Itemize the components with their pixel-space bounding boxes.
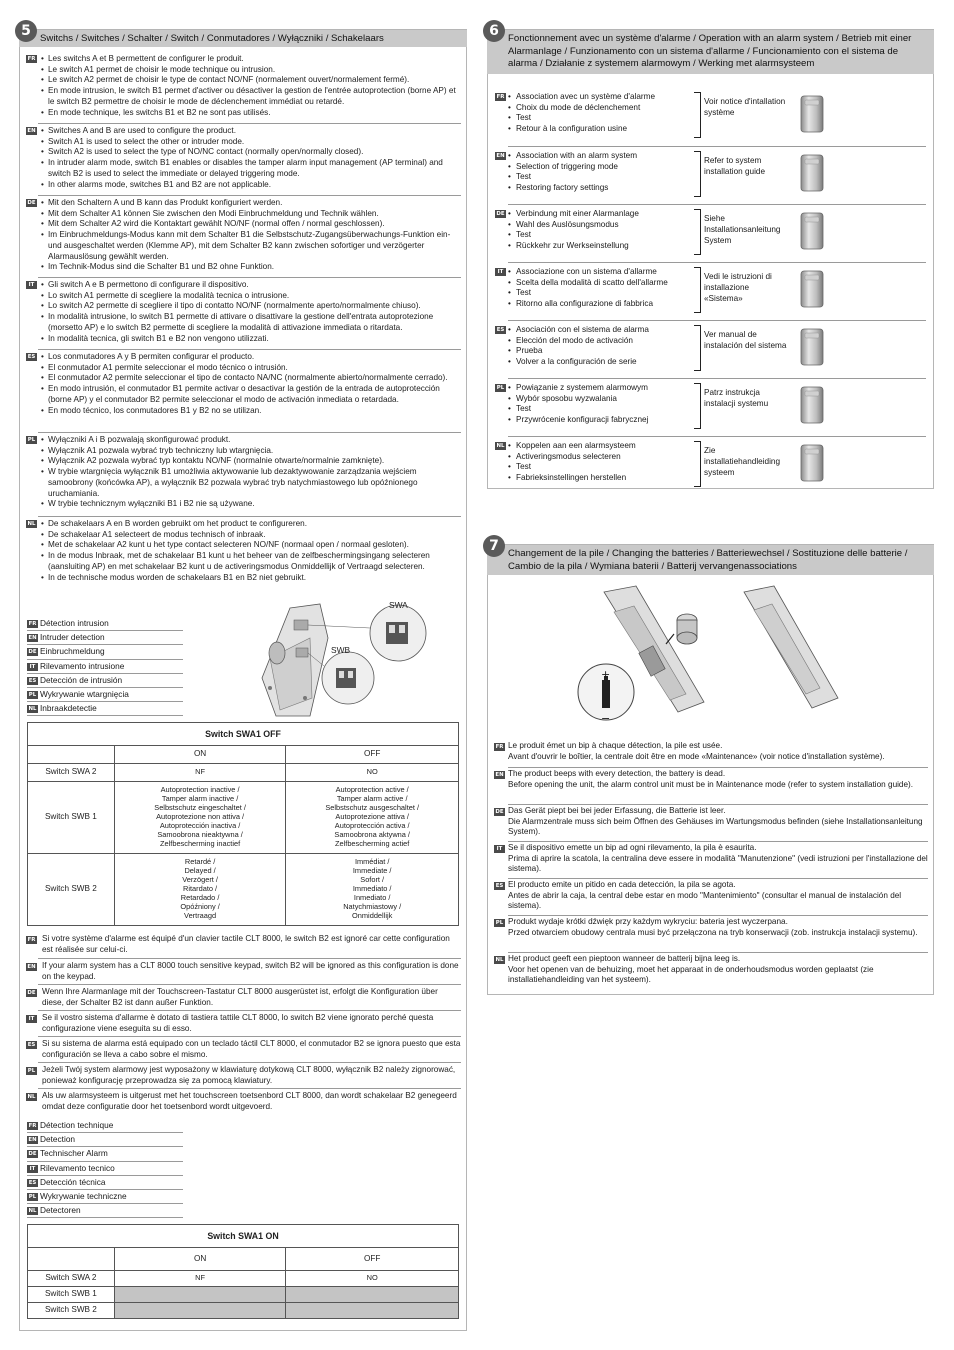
battery-row-nl: [495, 952, 928, 986]
cell-line: Autoprotection active /: [335, 785, 409, 795]
language-flag: PL: [495, 920, 504, 926]
note-text: Wenn Ihre Alarmanlage mit der Touchscreen-Tastatur CLT 8000 ausgerüstet ist, erfolgt die Konfiguration über diese, der Schalter B2 ist dann außer Funktion.: [42, 987, 438, 1007]
table-cell: [114, 782, 286, 854]
bullet-item: • Switches A and B are used to configure the product.: [38, 126, 461, 137]
column-header-off: OFF: [286, 746, 459, 764]
row-label: Switch SWB 1: [28, 782, 115, 854]
installation-guide-reference: Refer to system installation guide: [704, 156, 765, 176]
mode-label: Détection technique: [40, 1120, 114, 1130]
language-flag: NL: [496, 443, 505, 449]
installation-guide-reference: Voir notice d'intallation système: [704, 97, 786, 117]
cell-line: Samoobrona aktywna /: [334, 829, 410, 839]
mode-label: Wykrywanie wtargnięcia: [40, 688, 129, 699]
mode-row: [27, 631, 183, 645]
lang-block-pl: [27, 432, 461, 510]
language-flag: PL: [27, 1068, 36, 1074]
language-flag: EN: [27, 964, 36, 970]
lang-block-fr: [27, 52, 461, 118]
cell-line: Selbstschutz eingeschaltet /: [154, 803, 246, 813]
table-cell: NF: [114, 1271, 286, 1287]
table-cell: [114, 854, 286, 926]
operation-row-es: [496, 320, 926, 376]
language-flag: IT: [26, 1015, 37, 1023]
mode-label: Detección de intrusión: [40, 674, 123, 685]
bullet-item: • Association with an alarm system: [508, 151, 694, 162]
bullet-item: • Switch A2 is used to select the type of NO/NC contact (normally open/normally closed).: [38, 147, 461, 158]
language-flag: IT: [27, 1165, 38, 1173]
mode-row: [27, 1133, 183, 1147]
language-flag: FR: [27, 937, 36, 943]
bullet-item: • In modalità intrusione, lo switch B1 permette di attivare o disattivare la gestione dell'entrata autoprotezione (morsetto AP) e lo switch B2 permette di scegliere la modalità di attivazione immediata o ritardata.: [38, 312, 461, 333]
instruction-text: Se il dispositivo emette un bip ad ogni rilevamento, la pila è esaurita. Prima di aprire la scatola, la centralina deve essere in modalità "Manutenzione" (vedi istruzioni per l'installazione del sistema).: [508, 843, 928, 874]
bullet-item: • De schakelaars A en B worden gebruikt om het product te configureren.: [38, 519, 461, 530]
language-flag: IT: [495, 268, 506, 276]
instruction-text: Das Gerät piept bei bei jeder Erfassung, die Batterie ist leer. Die Alarmzentrale muss sich beim Öffnen des Gehäuses im Wartungsmodus befinden (siehe Installationsanleitung System).: [508, 806, 923, 837]
row-label: Switch SWB 2: [28, 1303, 115, 1319]
bullet-item: • Verbindung mit einer Alarmanlage: [508, 209, 694, 220]
mode-label: Wykrywanie techniczne: [40, 1190, 127, 1201]
bullet-item: • Activeringsmodus selecteren: [508, 452, 694, 463]
intrusion-mode-list: [27, 617, 183, 716]
cell-line: Onmiddellijk: [352, 910, 393, 920]
language-flag: PL: [28, 691, 37, 698]
keypad-note-pl: [27, 1062, 461, 1086]
column-header-on: ON: [114, 746, 286, 764]
battery-row-fr: [495, 740, 928, 762]
bracket-divider: [694, 383, 701, 429]
bullet-item: • In intruder alarm mode, switch B1 enables or disables the tamper alarm input management (AP terminal) and switch B2 is used to select the immediate or delayed triggering mode.: [38, 158, 461, 179]
instruction-text: Le produit émet un bip à chaque détection, la pile est usée. Avant d'ouvrir le boîtier, la centrale doit être en mode «Maintenance» (voir notice d'installation système).: [508, 741, 885, 761]
bullet-item: • Scelta della modalità di scatto dell'allarme: [508, 278, 694, 289]
bullet-item: • Met de schakelaar A2 kunt u het type contact selecteren NO/NF (normaal open / normaal gesloten).: [38, 540, 461, 551]
column-header-off: OFF: [286, 1248, 459, 1271]
mode-row: [27, 688, 183, 702]
bullet-item: • W trybie technicznym wyłączniki B1 i B2 nie są używane.: [38, 499, 461, 510]
battery-replacement-illustration: [574, 582, 854, 732]
table-cell: [114, 764, 286, 782]
battery-row-en: [495, 767, 928, 790]
control-unit-icon: [798, 385, 826, 425]
bullet-item: • Mit den Schaltern A und B kann das Produkt konfiguriert werden.: [38, 198, 461, 209]
bullet-item: • In de technische modus worden de schakelaars B1 en B2 niet gebruikt.: [38, 573, 461, 584]
bracket-divider: [694, 441, 701, 487]
installation-guide-reference: Zie installatiehandleiding systeem: [704, 446, 781, 477]
bullet-item: • Le switch A1 permet de choisir le mode technique ou intrusion.: [38, 65, 461, 76]
note-text: Si votre système d'alarme est équipé d'un clavier tactile CLT 8000, le switch B2 est ignoré car cette configuration est réalisée sur celui-ci.: [42, 934, 450, 954]
language-flag: IT: [27, 663, 38, 671]
column-header-on: ON: [114, 1248, 286, 1271]
language-flag: ES: [28, 677, 37, 684]
bullet-item: • Powiązanie z systemem alarmowym: [508, 383, 694, 394]
operation-row-en: [496, 146, 926, 202]
operation-row-nl: [496, 436, 926, 492]
bullet-item: • Ritorno alla configurazione di fabbrica: [508, 299, 694, 310]
section-7-number: 7: [483, 535, 505, 557]
cell-line: Verzögert /: [182, 875, 218, 885]
cell-line: Immediate /: [352, 866, 392, 876]
operation-row-pl: [496, 378, 926, 434]
bullet-item: • Przywrócenie konfiguracji fabrycznej: [508, 415, 694, 426]
language-flag: ES: [495, 883, 504, 889]
bullet-item: • Selection of triggering mode: [508, 162, 694, 173]
table-cell: [286, 764, 459, 782]
row-label: Switch SWB 1: [28, 1287, 115, 1303]
instruction-text: Produkt wydaje krótki dźwięk przy każdym wykryciu: bateria jest wyczerpana. Przed otwarciem obudowy centrala musi być przełączona na tryb konserwacji (zob. instrukcja instalacji systemu).: [508, 917, 918, 937]
closed-detector: [744, 586, 838, 708]
language-flag: DE: [27, 990, 36, 996]
table-cell-empty: [286, 1287, 459, 1303]
control-unit-icon: [798, 269, 826, 309]
section-6-number: 6: [483, 20, 505, 42]
lang-block-nl: [27, 516, 461, 583]
cell-line: Immédiat /: [354, 857, 390, 867]
cell-line: NF: [195, 767, 205, 777]
language-flag: PL: [27, 437, 36, 443]
instruction-text: El producto emite un pitido en cada detección, la pila se agota. Antes de abrir la caja, la central debe estar en modo "Mantenimiento" (consultar el manual de instalación del sistema).: [508, 880, 902, 911]
bullet-item: • Mit dem Schalter A1 können Sie zwischen den Modi Einbruchmeldung und Technik wählen.: [38, 209, 461, 220]
cell-line: Selbstschutz ausgeschaltet /: [325, 803, 420, 813]
language-flag: NL: [27, 1094, 36, 1100]
table-cell-empty: [114, 1287, 286, 1303]
mode-row: [27, 1147, 183, 1161]
bullet-item: • Wahl des Auslösungsmodus: [508, 220, 694, 231]
battery-row-pl: [495, 915, 928, 938]
language-flag: PL: [28, 1193, 37, 1200]
control-unit-icon: [798, 327, 826, 367]
keypad-note-en: [27, 958, 461, 982]
installation-guide-reference: Patrz instrukcja instalacji systemu: [704, 388, 769, 408]
operation-row-de: [496, 204, 926, 260]
cell-line: Autoprotección activa /: [334, 820, 410, 830]
battery-row-it: [496, 841, 928, 875]
table-swa1-off: [27, 722, 459, 926]
language-flag: FR: [495, 744, 504, 750]
language-flag: EN: [28, 635, 37, 642]
mode-label: Intruder detection: [40, 632, 105, 643]
bullet-item: • Asociación con el sistema de alarma: [508, 325, 694, 336]
bullet-item: • El conmutador A1 permite seleccionar el modo técnico o intrusión.: [38, 363, 461, 374]
bullet-item: • En modo intrusión, el conmutador B1 permite activar o desactivar la gestión de la entrada de autoprotección (borne AP) y el conmutador B2 permite seleccionar el modo de activación inmediata o retardada.: [38, 384, 461, 405]
row-label: Switch SWA 2: [28, 764, 115, 782]
bracket-divider: [694, 151, 701, 197]
bullet-item: • El conmutador A2 permite seleccionar el tipo de contacto NA/NC (normalmente abierto/normalmente cerrado).: [38, 373, 461, 384]
section-7-title: Changement de la pile / Changing the batteries / Batteriewechsel / Sostituzione delle batterie / Cambio de la pila / Wymiana baterii / Batterij vervangenassociations: [487, 545, 934, 575]
table-swa1-on: [27, 1224, 459, 1319]
language-flag: ES: [27, 1042, 36, 1048]
battery-row-de: [495, 804, 928, 838]
cell-line: Inmediato /: [353, 892, 391, 902]
mode-label: Rilevamento intrusione: [40, 660, 125, 671]
bullet-item: • Test: [508, 462, 694, 473]
note-text: If your alarm system has a CLT 8000 touch sensitive keypad, switch B2 will be ignored as this configuration is done on the keypad.: [42, 961, 459, 981]
keypad-note-nl: [27, 1088, 461, 1112]
bullet-item: • Les switchs A et B permettent de configurer le produit.: [38, 54, 461, 65]
detector-board-drawing: [262, 604, 328, 716]
bullet-item: • Koppelen aan een alarmsysteem: [508, 441, 694, 452]
language-flag: IT: [26, 281, 37, 289]
table-cell-empty: [286, 1303, 459, 1319]
note-text: Se il vostro sistema d'allarme è dotato di tastiera tattile CLT 8000, lo switch B2 viene ignorato perché questa configurazione viene eseguita su di esso.: [42, 1013, 434, 1033]
cell-line: Retardé /: [184, 857, 216, 867]
bullet-item: • Wybór sposobu wyzwalania: [508, 394, 694, 405]
language-flag: NL: [28, 1208, 37, 1215]
mode-row: [27, 1162, 183, 1176]
bracket-divider: [694, 267, 701, 313]
keypad-note-es: [27, 1036, 461, 1060]
battery-minus-sign: −: [601, 712, 611, 725]
bullet-item: • Wyłączniki A i B pozwalają skonfigurować produkt.: [38, 435, 461, 446]
bullet-item: • Im Einbruchmeldungs-Modus kann mit dem Schalter B1 die Selbstschutz-Zugangsüberwachungs-Funktion ein- und ausgeschaltet werden (Klemme AP), mit dem Schalter B2 kann zwischen sofortiger und verzögerter Alarmauslösung gewählt werden.: [38, 230, 461, 262]
bullet-item: • Choix du mode de déclenchement: [508, 103, 694, 114]
battery-cell: [677, 614, 697, 644]
language-flag: DE: [28, 649, 37, 656]
table-title: Switch SWA1 ON: [28, 1225, 459, 1248]
bullet-item: • Elección del modo de activación: [508, 336, 694, 347]
bullet-item: • Test: [508, 230, 694, 241]
bracket-divider: [694, 209, 701, 255]
mode-label: Rilevamento tecnico: [40, 1162, 115, 1173]
language-flag: PL: [496, 385, 505, 391]
bullet-item: • De schakelaar A1 selecteert de modus technisch of inbraak.: [38, 530, 461, 541]
mode-row: [27, 1190, 183, 1204]
mode-row: [27, 645, 183, 659]
language-flag: DE: [496, 211, 505, 217]
bullet-item: • Le switch A2 permet de choisir le type de contact NO/NF (normalement ouvert/normalement fermé).: [38, 75, 461, 86]
bullet-item: • Fabrieksinstellingen herstellen: [508, 473, 694, 484]
bracket-divider: [694, 92, 701, 138]
row-label: Switch SWB 2: [28, 854, 115, 926]
bullet-item: • Prueba: [508, 346, 694, 357]
mode-label: Detectoren: [40, 1205, 81, 1216]
technical-mode-list: [27, 1119, 183, 1218]
bullet-item: • Lo switch A1 permette di scegliere la modalità tecnica o intrusione.: [38, 291, 461, 302]
language-flag: NL: [27, 521, 36, 527]
table-cell: [286, 854, 459, 926]
bullet-item: • Wyłącznik A2 pozwala wybrać typ kontaktu NO/NF (normalnie otwarte/normalnie zamknięte).: [38, 456, 461, 467]
mode-label: Inbraakdetectie: [40, 703, 97, 714]
bullet-item: • En mode technique, les switchs B1 et B2 ne sont pas utilisés.: [38, 108, 461, 119]
battery-plus-sign: +: [601, 668, 611, 681]
language-flag: ES: [28, 1179, 37, 1186]
bullet-item: • Lo switch A2 permette di scegliere il tipo di contatto NO/NF (normalmente aperto/normalmente chiuso).: [38, 301, 461, 312]
cell-line: Ritardato /: [183, 884, 218, 894]
swb-label: SWB: [331, 645, 351, 655]
row-label: Switch SWA 2: [28, 1271, 115, 1287]
keypad-note-de: [27, 984, 461, 1008]
lang-block-it: [28, 277, 461, 344]
cell-line: Tamper alarm inactive /: [161, 794, 239, 804]
lang-block-en: [27, 123, 461, 190]
mode-label: Detección técnica: [40, 1176, 106, 1187]
bullet-item: • Gli switch A e B permettono di configurare il dispositivo.: [38, 280, 461, 291]
cell-line: Tamper alarm active /: [336, 794, 408, 804]
language-flag: DE: [495, 809, 504, 815]
operation-row-it: [497, 262, 926, 318]
bullet-item: • Retour à la configuration usine: [508, 124, 694, 135]
bullet-item: • Associazione con un sistema d'allarme: [508, 267, 694, 278]
cell-line: Samoobrona nieaktywna /: [157, 829, 243, 839]
language-flag: IT: [494, 845, 505, 853]
language-flag: DE: [28, 1151, 37, 1158]
note-text: Als uw alarmsysteem is uitgerust met het touchscreen toetsenbord CLT 8000, dan wordt schakelaar B2 genegeerd omdat deze configuratie door het toetsenbord wordt uitgevoerd.: [42, 1091, 457, 1111]
bullet-item: • In modalità tecnica, gli switch B1 e B2 non vengono utilizzati.: [38, 334, 461, 345]
bullet-item: • Test: [508, 404, 694, 415]
control-unit-icon: [798, 443, 826, 483]
language-flag: FR: [27, 56, 36, 62]
cell-line: Natychmiastowy /: [343, 901, 402, 911]
installation-guide-reference: Ver manual de instalación del sistema: [704, 330, 787, 350]
language-flag: FR: [28, 621, 37, 627]
battery-row-es: [495, 878, 928, 912]
keypad-note-it: [28, 1010, 461, 1034]
mode-row: [27, 1204, 183, 1218]
mode-row: [27, 1176, 183, 1190]
table-title: Switch SWA1 OFF: [28, 723, 459, 746]
control-unit-icon: [798, 94, 826, 134]
language-flag: EN: [495, 772, 504, 778]
section-5-number: 5: [15, 20, 37, 42]
cell-line: Opóźniony /: [180, 901, 220, 911]
cell-line: Delayed /: [184, 866, 216, 876]
bullet-item: • Los conmutadores A y B permiten configurar el producto.: [38, 352, 461, 363]
bullet-item: • Mit dem Schalter A2 wird die Kontaktart gewählt NO/NF (normal offen / normal geschlossen).: [38, 219, 461, 230]
bullet-item: • Test: [508, 288, 694, 299]
operation-row-fr: [496, 88, 926, 144]
instruction-text: Het product geeft een pieptoon wanneer de batterij bijna leeg is. Voor het openen van de behuizing, moet het apparaat in de onderhoudsmodus worden geplaatst (zie installatiehandleiding van het systeem).: [508, 954, 874, 985]
mode-label: Détection intrusion: [40, 618, 109, 628]
installation-guide-reference: Siehe Installationsanleitung System: [704, 214, 781, 245]
switch-location-diagram: [250, 598, 460, 720]
cell-line: Immediato /: [352, 884, 392, 894]
installation-guide-reference: Vedi le istruzioni di installazione «Sistema»: [704, 272, 772, 303]
language-flag: FR: [28, 1123, 37, 1129]
bullet-item: • Switch A1 is used to select the other or intruder mode.: [38, 137, 461, 148]
keypad-note-fr: [27, 932, 461, 955]
mode-row: [27, 660, 183, 674]
section-5-title: Switchs / Switches / Schalter / Switch / Conmutadores / Wyłączniki / Schakelaars: [19, 30, 467, 47]
language-flag: FR: [496, 94, 505, 100]
bullet-item: • Test: [508, 113, 694, 124]
table-cell: NO: [286, 1271, 459, 1287]
bullet-item: • Test: [508, 172, 694, 183]
bullet-item: • In other alarms mode, switches B1 and B2 are not applicable.: [38, 180, 461, 191]
bullet-item: • En modo técnico, los conmutadores B1 y B2 no se utilizan.: [38, 406, 461, 417]
lang-block-de: [27, 195, 461, 273]
control-unit-icon: [798, 153, 826, 193]
section-6-title: Fonctionnement avec un système d'alarme / Operation with an alarm system / Betrieb mit einer Alarmanlage / Funzionamento con un sistema d'allarme / Funcionamiento con el sistema de alarma / Działanie z systemem alarmowym / Werking met alarmsysteem: [487, 30, 934, 74]
bullet-item: • Wyłącznik A1 pozwala wybrać tryb techniczny lub wtargnięcia.: [38, 446, 461, 457]
bullet-item: • En mode intrusion, le switch B1 permet d'activer ou désactiver la gestion de l'entrée autoprotection (borne AP) et le switch B2 permettre de choisir le mode de déclenchement immédiat ou retardé.: [38, 86, 461, 107]
swa-label: SWA: [389, 600, 408, 610]
instruction-text: The product beeps with every detection, the battery is dead. Before opening the unit, the alarm control unit must be in Maintenance mode (refer to system installation guide).: [508, 769, 914, 789]
language-flag: EN: [28, 1137, 37, 1144]
table-cell-empty: [114, 1303, 286, 1319]
cell-line: Zelfbescherming actief: [335, 838, 410, 848]
language-flag: NL: [28, 706, 37, 713]
cell-line: Autoprotezione attiva /: [335, 812, 409, 822]
cell-line: Zelfbescherming inactief: [160, 838, 241, 848]
lang-block-es: [27, 349, 461, 416]
bullet-item: • Restoring factory settings: [508, 183, 694, 194]
control-unit-icon: [798, 211, 826, 251]
bullet-item: • Association avec un système d'alarme: [508, 92, 694, 103]
note-text: Si su sistema de alarma está equipado con un teclado táctil CLT 8000, el conmutador B2 se ignora puesto que esta configuración se lleva a cabo sobre el mismo.: [42, 1039, 461, 1059]
cell-line: Autoprotezione non attiva /: [156, 812, 245, 822]
bullet-item: • W trybie wtargnięcia wyłącznik B1 umożliwia aktywowanie lub dezaktywowanie zarządzania wejściem samoobrony (końcówka AP), a wyłącznik B2 pozwala wybrać tryb natychmiastowego lub opóźnionego uruchamiania.: [38, 467, 461, 499]
bullet-item: • Volver a la configuración de serie: [508, 357, 694, 368]
cell-line: NO: [366, 767, 378, 777]
cell-line: Retardado /: [180, 892, 220, 902]
mode-row: [27, 617, 183, 631]
table-cell: [286, 782, 459, 854]
language-flag: ES: [27, 354, 36, 360]
bullet-item: • Rückkehr zur Werkseinstellung: [508, 241, 694, 252]
language-flag: ES: [496, 327, 505, 333]
mode-row: [27, 702, 183, 716]
mode-row: [27, 674, 183, 688]
mode-row: [27, 1119, 183, 1133]
bullet-item: • In de modus Inbraak, met de schakelaar B1 kunt u het beheer van de zelfbeschermingsingang selecteren (aansluiting AP) en met schakelaar B2 kunt u de activeringsmodus Onmiddellijk of Vertraagd selecteren.: [38, 551, 461, 572]
mode-label: Detection: [40, 1134, 76, 1145]
bracket-divider: [694, 325, 701, 371]
cell-line: Vertraagd: [184, 910, 217, 920]
mode-label: Einbruchmeldung: [40, 646, 105, 657]
cell-line: Autoprotection inactive /: [160, 785, 240, 795]
language-flag: DE: [27, 200, 36, 206]
cell-line: Sofort /: [360, 875, 385, 885]
language-flag: NL: [495, 957, 504, 963]
language-flag: EN: [27, 128, 36, 134]
cell-line: Autoprotección inactiva /: [159, 820, 241, 830]
bullet-item: • Im Technik-Modus sind die Schalter B1 und B2 ohne Funktion.: [38, 262, 461, 273]
note-text: Jeżeli Twój system alarmowy jest wyposażony w klawiaturę dotykową CLT 8000, wyłącznik B2 należy zignorować, ponieważ konfigurację przeprowadza się za pomocą klawiatury.: [42, 1065, 456, 1085]
mode-label: Technischer Alarm: [40, 1148, 108, 1159]
language-flag: EN: [496, 153, 505, 159]
